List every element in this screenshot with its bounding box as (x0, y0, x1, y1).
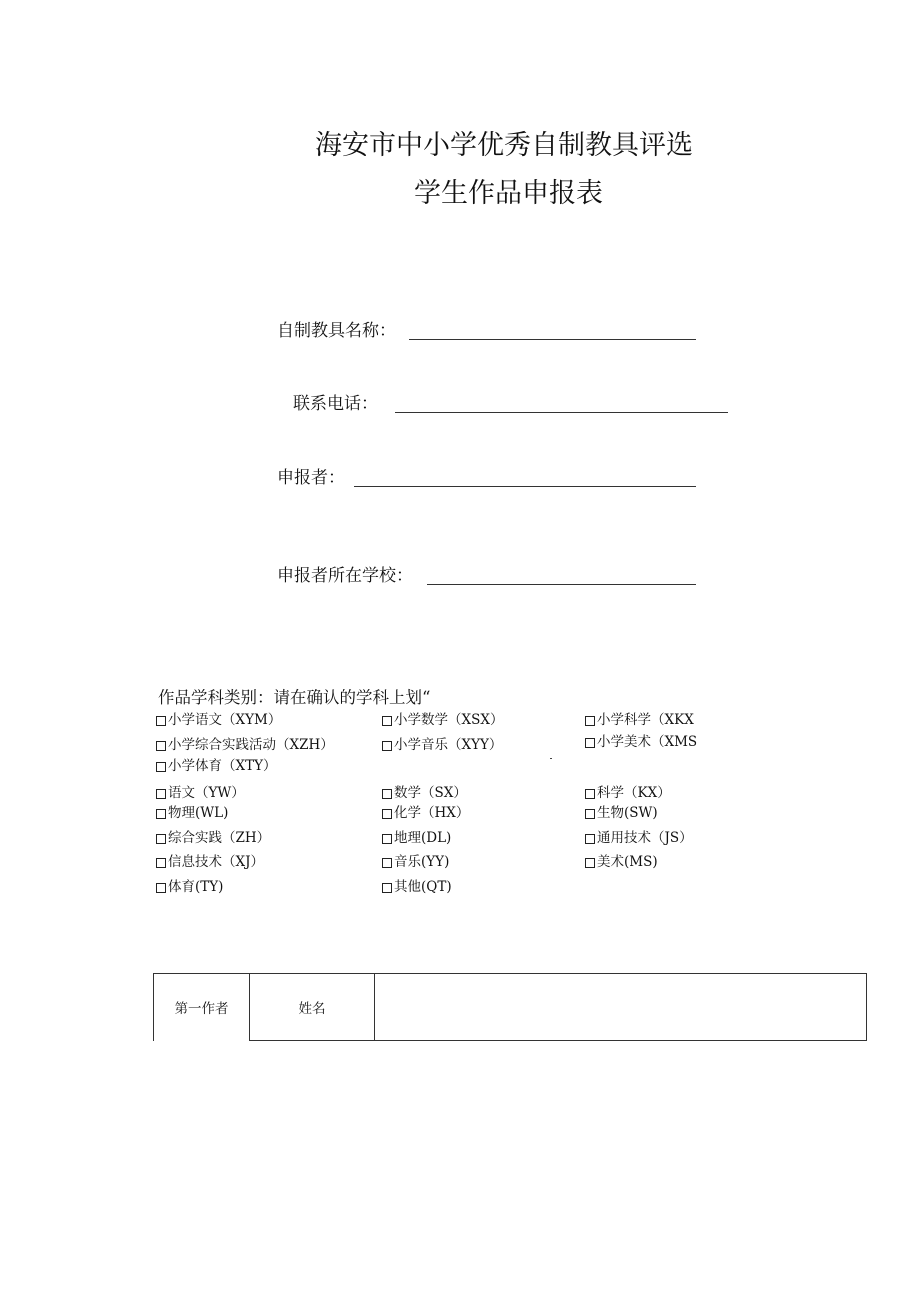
option-chinese[interactable]: 语文（YW） (156, 787, 245, 801)
checkbox-icon[interactable] (382, 716, 392, 726)
option-physics[interactable]: 物理(WL) (156, 807, 228, 821)
table-row (154, 974, 867, 1041)
option-primary-pe[interactable]: 小学体育（XTY） (156, 760, 277, 774)
option-other[interactable]: 其他(QT) (382, 881, 452, 895)
tool-name-label: 自制教具名称： (277, 321, 396, 341)
checkbox-icon[interactable] (585, 809, 595, 819)
option-primary-art[interactable]: 小学美术（XMS (585, 736, 697, 750)
stray-dot (550, 758, 552, 759)
checkbox-icon[interactable] (585, 716, 595, 726)
category-heading: 作品学科类别：请在确认的学科上划“ (158, 688, 431, 707)
option-primary-math[interactable]: 小学数学（XSX） (382, 714, 503, 728)
option-primary-chinese[interactable]: 小学语文（XYM） (156, 714, 281, 728)
form-title-line2: 学生作品申报表 (414, 178, 603, 209)
school-label: 申报者所在学校： (277, 566, 413, 586)
checkbox-icon[interactable] (382, 809, 392, 819)
name-value-cell[interactable] (375, 974, 867, 1041)
checkbox-icon[interactable] (156, 809, 166, 819)
applicant-label: 申报者： (277, 468, 345, 488)
option-pe[interactable]: 体育(TY) (156, 881, 223, 895)
author-role-cell: 第一作者 (154, 974, 250, 1041)
option-chemistry[interactable]: 化学（HX） (382, 807, 469, 821)
checkbox-icon[interactable] (382, 883, 392, 893)
checkbox-icon[interactable] (156, 858, 166, 868)
option-geography[interactable]: 地理(DL) (382, 832, 451, 846)
checkbox-icon[interactable] (156, 834, 166, 844)
option-practice[interactable]: 综合实践（ZH） (156, 832, 270, 846)
option-math[interactable]: 数学（SX） (382, 787, 467, 801)
name-label-cell: 姓名 (250, 974, 375, 1041)
checkbox-icon[interactable] (382, 834, 392, 844)
form-title-line1: 海安市中小学优秀自制教具评选 (315, 130, 693, 161)
phone-input-line[interactable] (395, 412, 728, 413)
checkbox-icon[interactable] (156, 741, 166, 751)
option-primary-music[interactable]: 小学音乐（XYY） (382, 739, 502, 753)
option-general-tech[interactable]: 通用技术（JS） (585, 832, 693, 846)
option-primary-practice[interactable]: 小学综合实践活动（XZH） (156, 739, 334, 753)
checkbox-icon[interactable] (382, 858, 392, 868)
checkbox-icon[interactable] (585, 858, 595, 868)
option-art[interactable]: 美术(MS) (585, 856, 658, 870)
checkbox-icon[interactable] (156, 789, 166, 799)
checkbox-icon[interactable] (382, 789, 392, 799)
checkbox-icon[interactable] (585, 738, 595, 748)
checkbox-icon[interactable] (156, 883, 166, 893)
checkbox-icon[interactable] (156, 716, 166, 726)
checkbox-icon[interactable] (585, 789, 595, 799)
tool-name-input-line[interactable] (409, 339, 696, 340)
checkbox-icon[interactable] (382, 741, 392, 751)
applicant-input-line[interactable] (354, 486, 696, 487)
checkbox-icon[interactable] (585, 834, 595, 844)
author-table (153, 973, 867, 1041)
phone-label: 联系电话： (293, 394, 378, 414)
option-biology[interactable]: 生物(SW) (585, 807, 658, 821)
checkbox-icon[interactable] (156, 762, 166, 772)
school-input-line[interactable] (427, 584, 696, 585)
option-science[interactable]: 科学（KX） (585, 787, 671, 801)
option-it[interactable]: 信息技术（XJ） (156, 856, 264, 870)
option-primary-science[interactable]: 小学科学（XKX (585, 714, 694, 728)
option-music[interactable]: 音乐(YY) (382, 856, 449, 870)
